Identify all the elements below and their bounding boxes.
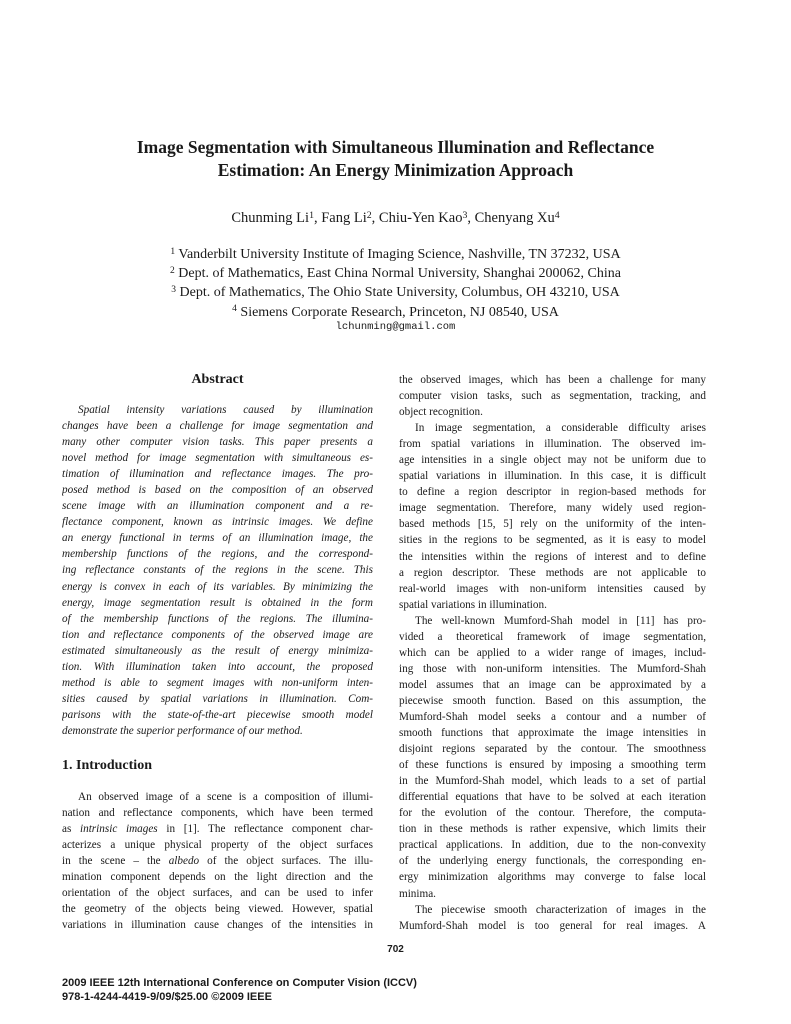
text-line: ergy minimization algorithms may converge to false local <box>399 871 706 884</box>
text-line: tion and reflectance components of the observed image are <box>62 628 373 641</box>
paper-title <box>40 136 751 182</box>
footer-isbn: 978-1-4244-4419-9/09/$25.00 ©2009 IEEE <box>62 991 272 1003</box>
text-line: from spatial variations in illumination. The observed im- <box>399 438 706 451</box>
text-line: variations in illumination cause changes of the intensities in <box>62 919 373 932</box>
author-mark: 2 <box>366 209 372 221</box>
text-line: estimated simultaneously as the result of energy minimiza- <box>62 644 373 657</box>
text-line: scene image with an illumination component and a re- <box>62 500 373 513</box>
text-line: timation of illumination and reflectance images. The pro- <box>62 468 373 481</box>
text-line: disjoint regions separated by the contour. The smoothness <box>399 743 706 756</box>
text-line: tion in these methods is rather expensive, which limits their <box>399 823 706 836</box>
title-line-2: Estimation: An Energy Minimization Approach <box>217 160 574 180</box>
text-line: The well-known Mumford-Shah model in [11] has pro- <box>415 614 706 627</box>
author-mark: 1 <box>309 209 314 221</box>
text-line: sities in the regions to be segmented, as it is easy to model <box>399 534 706 547</box>
text-line: practical applications. In addition, due to the non-convexity <box>399 839 706 852</box>
text-line: novel method for image segmentation with simultaneous es- <box>62 452 373 465</box>
text-line: age intensities in a single object may not be uniform due to <box>399 454 706 467</box>
text-line: smooth functions that approximate the image intensities in <box>399 727 706 740</box>
text-line: demonstrate the superior performance of our method. <box>62 724 303 737</box>
author-name: Fang Li <box>321 210 367 226</box>
text-line: sities caused by spatial variations in illumination. Com- <box>62 692 373 705</box>
author-list: Chunming Li$^1$, Fang Li$^2$, Chiu-Yen Kao$^3$, Chenyang Xu$^4$ <box>231 209 560 226</box>
page-number: 702 <box>387 944 404 955</box>
author-mark: 4 <box>554 209 560 221</box>
author-name: Chenyang Xu <box>474 210 555 226</box>
affiliation-list <box>40 246 751 323</box>
text-line: acterizes a unique physical property of the object surfaces <box>62 839 373 852</box>
text-line: In image segmentation, a considerable difficulty arises <box>415 422 706 435</box>
text-line: in the scene – the albedo of the object surfaces. The illu- <box>62 855 373 868</box>
text-line: Mumford-Shah model seeks a contour and a number of <box>399 710 706 723</box>
text-line: model assumes that an image can be approximated by a <box>399 678 706 691</box>
affiliation-text: Dept. of Mathematics, The Ohio State University, Columbus, OH 43210, USA <box>179 285 620 301</box>
text-line: energy is convex in each of its variables. By minimizing the <box>62 580 373 593</box>
text-line: of these functions is ensured by imposing a smoothing term <box>399 759 706 772</box>
affiliation-mark: 2 <box>169 265 175 276</box>
text-line: the observed images, which has been a challenge for many <box>399 374 706 386</box>
text-line: based methods [15, 5] rely on the uniformity of the inten- <box>399 518 706 531</box>
text-line: posed method is based on the composition of an observed <box>62 484 373 497</box>
affiliation <box>40 284 751 303</box>
abstract-heading: Abstract <box>191 372 244 387</box>
text-line: object recognition. <box>399 406 483 419</box>
right-column-body <box>399 372 706 934</box>
text-line: in the Mumford-Shah model, which leads to a set of partial <box>399 775 706 788</box>
author-name: Chiu-Yen Kao <box>378 210 463 226</box>
text-line: of the underlying energy functionals, the corresponding en- <box>399 855 706 868</box>
text-line: for the evolution of the contour. Therefore, the computa- <box>399 807 706 820</box>
text-line: which can be applied to a wider range of images, includ- <box>399 646 706 659</box>
text-line: spatial variations in illumination. In this case, it is difficult <box>399 470 706 483</box>
text-line: An observed image of a scene is a composition of illumi- <box>78 791 373 803</box>
text-line: changes have been a challenge for image segmentation and <box>62 420 373 433</box>
text-line: orientation of the object surfaces, and can be used to infer <box>62 887 373 900</box>
text-line: energy, image segmentation result is obtained in the form <box>62 596 373 609</box>
text-line: spatial variations in illumination. <box>399 598 547 611</box>
affiliation-mark: 4 <box>232 304 237 315</box>
affiliation-mark: 1 <box>170 246 176 257</box>
affiliation <box>40 246 751 265</box>
title-line-1: Image Segmentation with Simultaneous Illumination and Reflectance <box>136 137 655 157</box>
text-line: differential equations that have to be solved at each iteration <box>399 791 706 804</box>
text-line: as intrinsic images in [1]. The reflectance component char- <box>62 823 373 836</box>
author-name: Chunming Li <box>231 210 310 226</box>
text-line: computer vision tasks, such as segmentation, tracking, and <box>399 390 706 403</box>
affiliation-text: Vanderbilt University Institute of Imaging Science, Nashville, TN 37232, USA <box>178 247 621 262</box>
text-line: to define a region descriptor in region-based methods for <box>399 486 706 499</box>
text-line: Spatial intensity variations caused by illumination <box>78 404 373 416</box>
text-line: flectance component, known as intrinsic images. We define <box>62 516 373 529</box>
text-line: nation and reflectance components, which have been termed <box>62 807 373 820</box>
text-line: image segmentation. Therefore, many widely used region- <box>399 502 706 515</box>
affiliation-mark: 3 <box>171 285 177 296</box>
affiliation <box>40 304 751 323</box>
text-line: the intensities within the regions of interest and to define <box>399 550 706 563</box>
text-line: The piecewise smooth characterization of images in the <box>415 903 706 916</box>
text-line: membership functions of the regions, and the correspond- <box>62 548 373 561</box>
abstract-body <box>62 402 373 739</box>
footer-conference: 2009 IEEE 12th International Conference on Computer Vision (ICCV) <box>62 977 417 989</box>
author-email[interactable]: lchunming@gmail.com <box>335 321 456 333</box>
text-line: mination component depends on the light direction and the <box>62 871 373 884</box>
text-line: real-world images with non-uniform intensities caused by <box>399 582 706 595</box>
text-line: ing reflectance constants of the regions in the scene. This <box>62 564 373 577</box>
affiliation-text: Dept. of Mathematics, East China Normal University, Shanghai 200062, China <box>178 266 621 282</box>
author-mark: 3 <box>462 209 468 221</box>
footer <box>62 976 417 1004</box>
introduction-heading: 1. Introduction <box>62 758 152 773</box>
text-line: a region descriptor. These methods are not applicable to <box>399 566 706 579</box>
text-line: of the membership functions of the regions. The illumina- <box>62 612 373 625</box>
text-line: Mumford-Shah model is too general for real images. A <box>399 919 706 932</box>
text-line: the geometry of the objects being viewed. However, spatial <box>62 903 373 916</box>
text-line: an energy functional in terms of an illumination image, the <box>62 532 373 545</box>
introduction-body <box>62 789 373 933</box>
text-line: vided a theoretical framework of image segmentation, <box>399 630 706 643</box>
text-line: minima. <box>399 887 436 900</box>
text-line: tion. With illumination taken into account, the proposed <box>62 660 373 673</box>
text-line: method is able to segment images with non-uniform inten- <box>62 676 373 689</box>
text-line: parisons with the state-of-the-art piecewise smooth model <box>62 708 373 721</box>
text-line: ing those with non-uniform intensities. The Mumford-Shah <box>399 662 706 675</box>
affiliation-text: Siemens Corporate Research, Princeton, NJ 08540, USA <box>240 304 559 320</box>
affiliation <box>40 265 751 284</box>
text-line: piecewise smooth function. Based on this assumption, the <box>399 694 706 707</box>
text-line: many other computer vision tasks. This paper presents a <box>62 436 373 449</box>
